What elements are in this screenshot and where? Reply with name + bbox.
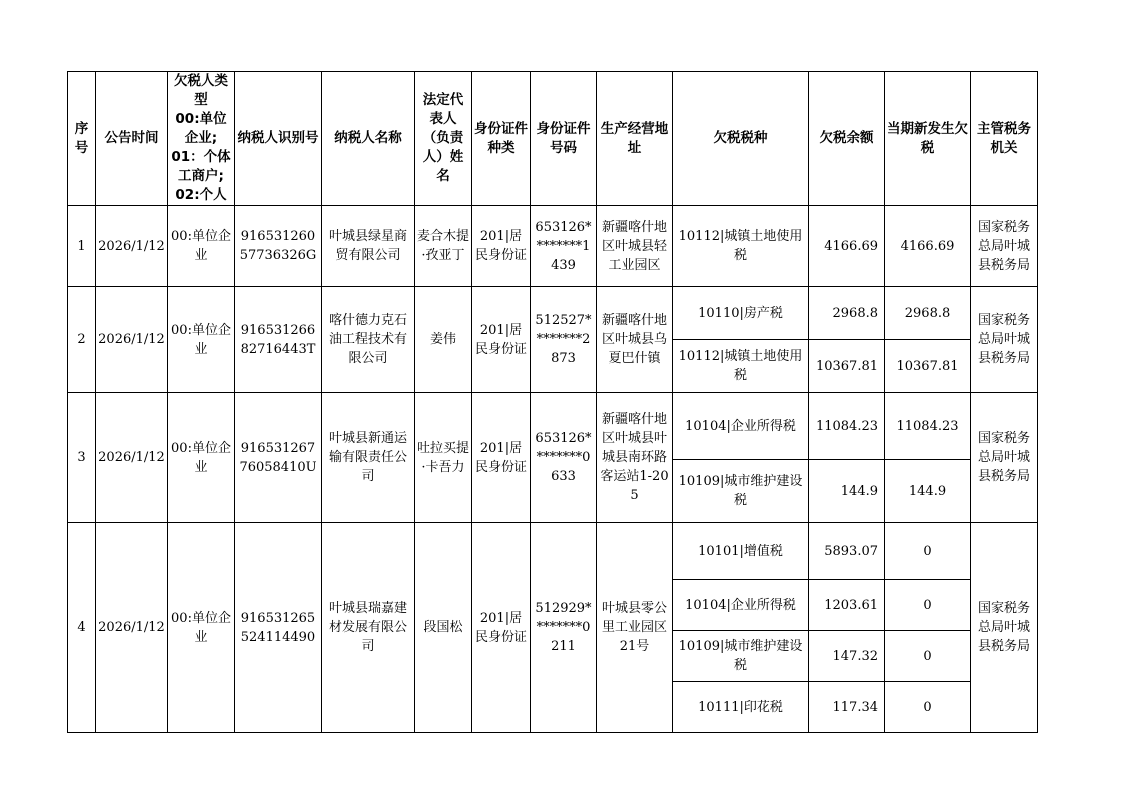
cell-address: 新疆喀什地区叶城县轻工业园区 bbox=[597, 206, 673, 287]
header-id-type: 身份证件种类 bbox=[472, 72, 531, 206]
cell-address: 叶城县零公里工业园区21号 bbox=[597, 523, 673, 733]
header-date: 公告时间 bbox=[96, 72, 168, 206]
cell-balance: 4166.69 bbox=[809, 206, 885, 287]
header-new: 当期新发生欠税 bbox=[885, 72, 971, 206]
cell-authority: 国家税务总局叶城县税务局 bbox=[971, 393, 1038, 523]
cell-tax-kind: 10109|城市维护建设税 bbox=[673, 460, 809, 523]
cell-rep: 吐拉买提·卡吾力 bbox=[415, 393, 472, 523]
header-seq: 序号 bbox=[68, 72, 96, 206]
table-body bbox=[68, 206, 1038, 733]
cell-type: 00:单位企业 bbox=[168, 523, 235, 733]
cell-new: 0 bbox=[885, 682, 971, 733]
header-row bbox=[68, 72, 1038, 206]
cell-date: 2026/1/12 bbox=[96, 523, 168, 733]
cell-tax-id: 91653126682716443T bbox=[235, 287, 322, 393]
arrears-table bbox=[67, 71, 1038, 733]
cell-id-no: 653126********0633 bbox=[531, 393, 597, 523]
cell-balance: 10367.81 bbox=[809, 340, 885, 393]
cell-seq: 2 bbox=[68, 287, 96, 393]
cell-seq: 3 bbox=[68, 393, 96, 523]
header-balance: 欠税余额 bbox=[809, 72, 885, 206]
header-tax-id: 纳税人识别号 bbox=[235, 72, 322, 206]
cell-tax-id: 91653126776058410U bbox=[235, 393, 322, 523]
cell-date: 2026/1/12 bbox=[96, 206, 168, 287]
cell-rep: 姜伟 bbox=[415, 287, 472, 393]
cell-balance: 5893.07 bbox=[809, 523, 885, 580]
cell-authority: 国家税务总局叶城县税务局 bbox=[971, 287, 1038, 393]
cell-address: 新疆喀什地区叶城县乌夏巴什镇 bbox=[597, 287, 673, 393]
header-authority: 主管税务机关 bbox=[971, 72, 1038, 206]
cell-id-type: 201|居民身份证 bbox=[472, 393, 531, 523]
cell-id-no: 512527********2873 bbox=[531, 287, 597, 393]
cell-tax-kind: 10112|城镇土地使用税 bbox=[673, 340, 809, 393]
cell-date: 2026/1/12 bbox=[96, 393, 168, 523]
cell-id-no: 512929********0211 bbox=[531, 523, 597, 733]
cell-name: 叶城县新通运输有限责任公司 bbox=[322, 393, 415, 523]
cell-balance: 2968.8 bbox=[809, 287, 885, 340]
cell-new: 4166.69 bbox=[885, 206, 971, 287]
cell-seq: 1 bbox=[68, 206, 96, 287]
cell-tax-kind: 10112|城镇土地使用税 bbox=[673, 206, 809, 287]
cell-tax-kind: 10104|企业所得税 bbox=[673, 393, 809, 460]
cell-seq: 4 bbox=[68, 523, 96, 733]
cell-authority: 国家税务总局叶城县税务局 bbox=[971, 206, 1038, 287]
header-address: 生产经营地址 bbox=[597, 72, 673, 206]
cell-id-no: 653126********1439 bbox=[531, 206, 597, 287]
cell-new: 10367.81 bbox=[885, 340, 971, 393]
cell-tax-kind: 10110|房产税 bbox=[673, 287, 809, 340]
cell-name: 叶城县瑞嘉建材发展有限公司 bbox=[322, 523, 415, 733]
cell-tax-id: 916531265524114490 bbox=[235, 523, 322, 733]
table-row bbox=[68, 393, 1038, 460]
header-type: 欠税人类型 00:单位企业; 01：个体工商户; 02:个人 bbox=[168, 72, 235, 206]
cell-type: 00:单位企业 bbox=[168, 287, 235, 393]
cell-tax-kind: 10104|企业所得税 bbox=[673, 580, 809, 631]
header-id-no: 身份证件号码 bbox=[531, 72, 597, 206]
cell-name: 叶城县绿星商贸有限公司 bbox=[322, 206, 415, 287]
cell-balance: 1203.61 bbox=[809, 580, 885, 631]
header-tax-kind: 欠税税种 bbox=[673, 72, 809, 206]
cell-id-type: 201|居民身份证 bbox=[472, 523, 531, 733]
cell-new: 0 bbox=[885, 523, 971, 580]
cell-balance: 11084.23 bbox=[809, 393, 885, 460]
cell-tax-kind: 10101|增值税 bbox=[673, 523, 809, 580]
cell-rep: 段国松 bbox=[415, 523, 472, 733]
cell-new: 144.9 bbox=[885, 460, 971, 523]
header-rep: 法定代表人（负责人）姓名 bbox=[415, 72, 472, 206]
cell-rep: 麦合木提·孜亚丁 bbox=[415, 206, 472, 287]
header-name: 纳税人名称 bbox=[322, 72, 415, 206]
cell-balance: 144.9 bbox=[809, 460, 885, 523]
cell-balance: 117.34 bbox=[809, 682, 885, 733]
table-row bbox=[68, 287, 1038, 340]
cell-new: 0 bbox=[885, 631, 971, 682]
cell-tax-id: 91653126057736326G bbox=[235, 206, 322, 287]
cell-new: 11084.23 bbox=[885, 393, 971, 460]
table-row bbox=[68, 206, 1038, 287]
cell-authority: 国家税务总局叶城县税务局 bbox=[971, 523, 1038, 733]
cell-new: 0 bbox=[885, 580, 971, 631]
cell-id-type: 201|居民身份证 bbox=[472, 206, 531, 287]
cell-address: 新疆喀什地区叶城县叶城县南环路客运站1-205 bbox=[597, 393, 673, 523]
cell-new: 2968.8 bbox=[885, 287, 971, 340]
cell-name: 喀什德力克石油工程技术有限公司 bbox=[322, 287, 415, 393]
table-row bbox=[68, 523, 1038, 580]
cell-type: 00:单位企业 bbox=[168, 206, 235, 287]
cell-date: 2026/1/12 bbox=[96, 287, 168, 393]
cell-balance: 147.32 bbox=[809, 631, 885, 682]
cell-type: 00:单位企业 bbox=[168, 393, 235, 523]
cell-tax-kind: 10109|城市维护建设税 bbox=[673, 631, 809, 682]
cell-id-type: 201|居民身份证 bbox=[472, 287, 531, 393]
cell-tax-kind: 10111|印花税 bbox=[673, 682, 809, 733]
